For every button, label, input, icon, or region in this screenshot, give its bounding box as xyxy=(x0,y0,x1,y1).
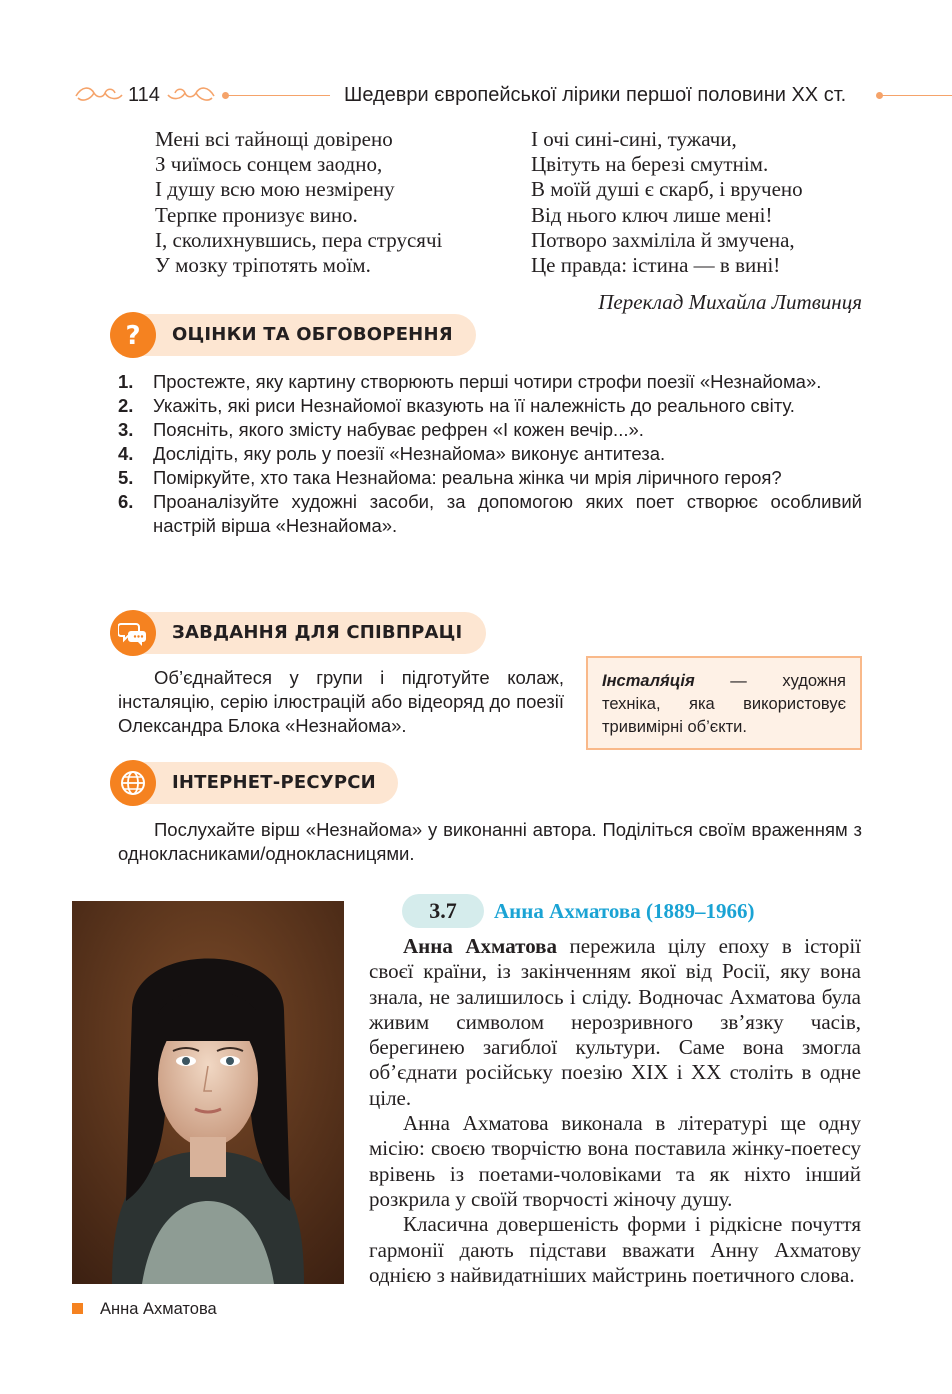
bold-name: Анна Ахматова xyxy=(403,934,558,958)
paragraph-text: пережила цілу епоху в історії своєї країни, із закінченням якої від Росії, яку вона знала, не залишилось і сліду. Водночас Ахматова була живим символом нерозривного зв’язку часів, берегинею загиблої культури. Саме вона змогла об’єднати російську поезію XIX і XX століть в одне ціле. xyxy=(369,934,861,1110)
definition-term: Інсталя́ція xyxy=(602,672,695,690)
question-item xyxy=(118,466,862,490)
paragraph xyxy=(369,934,861,1111)
collaboration-text: Об’єднайтеся у групи і підготуйте колаж, інсталяцію, серію ілюстрацій або відеоряд до поезії Олександра Блока «Незнайома». xyxy=(118,667,564,736)
question-list xyxy=(118,370,862,538)
poem-line: Терпке пронизує вино. xyxy=(155,202,358,227)
question-number: 5. xyxy=(118,467,134,488)
poem-line: З чиїмось сонцем заодно, xyxy=(155,152,383,177)
section-body xyxy=(369,934,861,1288)
caption-marker xyxy=(72,1303,83,1314)
question-number: 2. xyxy=(118,395,134,416)
section-title: ОЦІНКИ ТА ОБГОВОРЕННЯ xyxy=(172,324,453,345)
portrait-caption xyxy=(72,1300,217,1319)
question-item xyxy=(118,442,862,466)
question-text: Простежте, яку картину створюють перші чотири строфи поезії «Незнайома». xyxy=(153,371,822,392)
question-text: Поясніть, якого змісту набуває рефрен «І кожен вечір...». xyxy=(153,419,644,440)
globe-icon xyxy=(110,760,156,806)
chat-bubbles-icon xyxy=(110,610,156,656)
header-rule-right xyxy=(878,95,952,96)
internet-text: Послухайте вірш «Незнайома» у виконанні автора. Поділіться своїм враженням з однокласниками/однокласницями. xyxy=(118,819,862,864)
question-number: 3. xyxy=(118,419,134,440)
ornament-right-icon xyxy=(164,84,218,106)
question-number: 1. xyxy=(118,371,134,392)
svg-text:?: ? xyxy=(125,321,141,350)
poem-line: Потворо захміліла й змучена, xyxy=(531,227,795,252)
section-number-badge: 3.7 xyxy=(402,894,484,928)
page-header xyxy=(0,80,952,112)
definition-box xyxy=(586,656,862,750)
paragraph: Анна Ахматова виконала в літературі ще одну місію: своєю творчістю вона поставила жінку-поетесу врівень із поетами-чоловіками та як ніхто інший розкрила у своїй творчості жіночу душу. xyxy=(369,1111,861,1211)
question-item xyxy=(118,490,862,538)
question-text: Проаналізуйте художні засоби, за допомогою яких поет створює особливий настрій вірша «Незнайома». xyxy=(153,491,862,536)
poem-line: В моїй душі є скарб, і вручено xyxy=(531,177,803,202)
question-text: Поміркуйте, хто така Незнайома: реальна жінка чи мрія ліричного героя? xyxy=(153,467,782,488)
question-icon xyxy=(110,312,156,358)
poem-line: І душу всю мою незмірену xyxy=(155,177,395,202)
question-item xyxy=(118,394,862,418)
section-title: ІНТЕРНЕТ-РЕСУРСИ xyxy=(172,772,376,793)
poem-line: І очі сині-сині, тужачи, xyxy=(531,127,737,151)
poem-line: Цвітуть на березі смутнім. xyxy=(531,152,769,177)
poem-line: Це правда: істина — в вині! xyxy=(531,253,781,278)
poem-left-column xyxy=(155,127,515,278)
question-text: Дослідіть, яку роль у поезії «Незнайома» виконує антитеза. xyxy=(153,443,666,464)
translator-credit: Переклад Михайла Литвинця xyxy=(598,290,862,314)
poem-line: Від нього ключ лише мені! xyxy=(531,202,773,227)
running-title: Шедеври європейської лірики першої половини ХХ ст. xyxy=(344,84,847,106)
paragraph: Класична довершеність форми і рідкісне почуття гармонії дають підстави вважати Анну Ахматову однією з найвидатніших майстринь поетичного слова. xyxy=(369,1212,861,1287)
section-title: ЗАВДАННЯ ДЛЯ СПІВПРАЦІ xyxy=(172,622,463,643)
question-number: 4. xyxy=(118,443,134,464)
ornament-left-icon xyxy=(72,84,126,106)
poem-line: І, сколихнувшись, пера струсячі xyxy=(155,227,443,252)
portrait-image xyxy=(72,901,344,1284)
poem-line: Мені всі тайнощі довірено xyxy=(155,127,393,151)
poem-right-column xyxy=(531,127,871,278)
caption-text: Анна Ахматова xyxy=(100,1300,217,1318)
page-number: 114 xyxy=(128,84,160,106)
definition-text: — художня техніка, яка використовує тривимірні об’єкти. xyxy=(602,672,846,736)
header-rule-left xyxy=(226,95,330,96)
question-number: 6. xyxy=(118,491,134,512)
question-item xyxy=(118,418,862,442)
poem-line: У мозку тріпотять моїм. xyxy=(155,253,371,278)
section-title-akhmatova: Анна Ахматова (1889–1966) xyxy=(494,899,755,923)
question-text: Укажіть, які риси Незнайомої вказують на її належність до реального світу. xyxy=(153,395,795,416)
question-item xyxy=(118,370,862,394)
